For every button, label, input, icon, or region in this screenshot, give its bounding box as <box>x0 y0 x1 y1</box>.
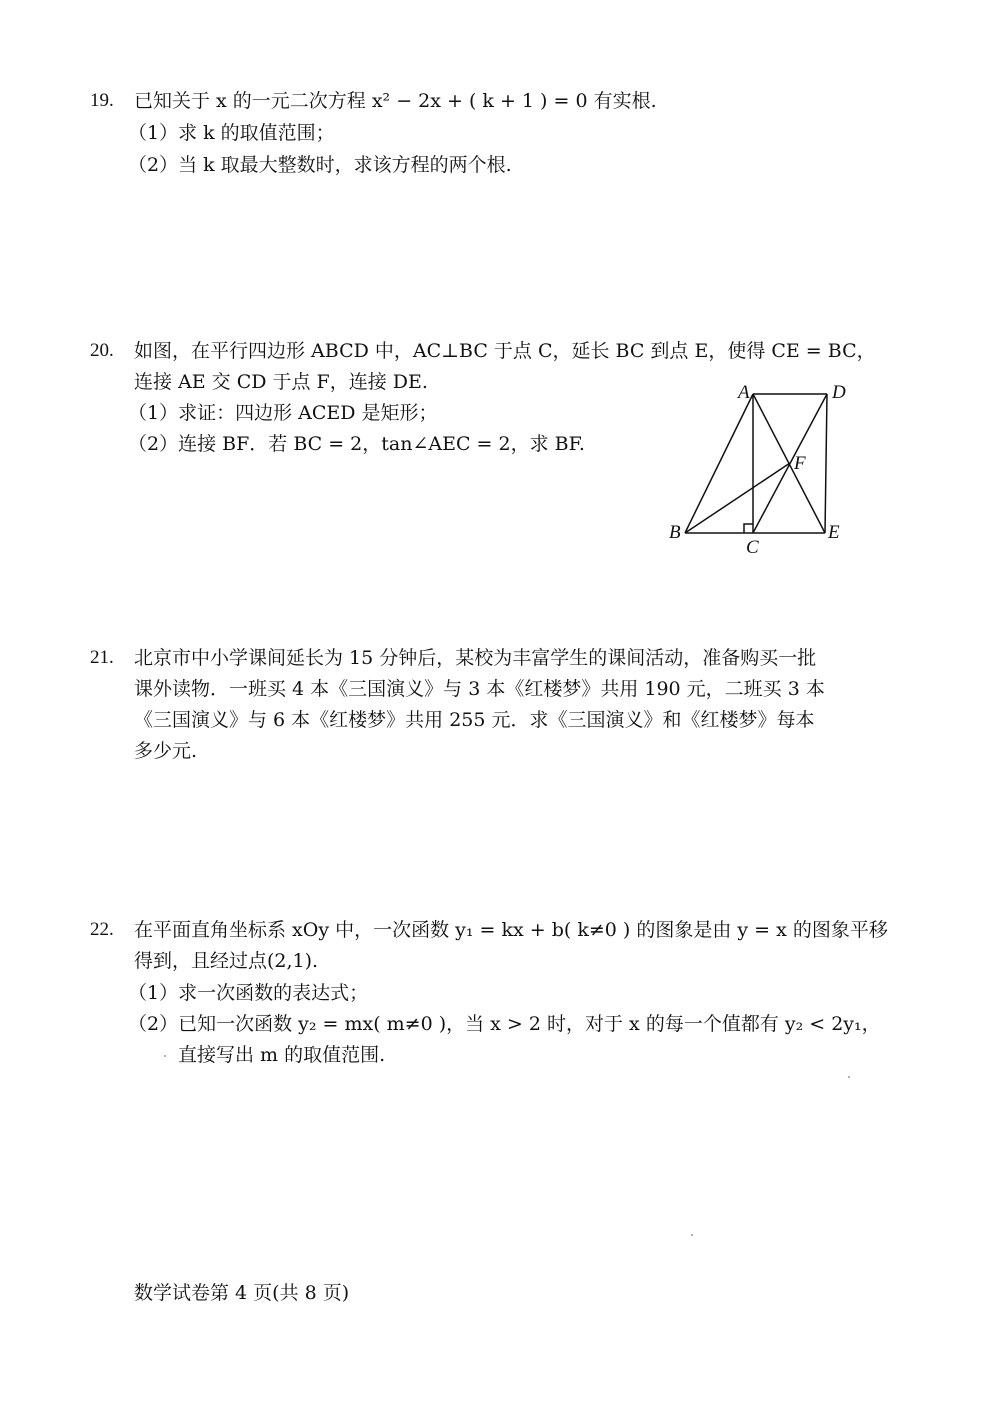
label-a: A <box>738 382 750 403</box>
question-19-number: 19. <box>90 90 114 111</box>
question-19-stem: 已知关于 x 的一元二次方程 x² − 2x + ( k + 1 ) = 0 有实根. <box>134 90 657 112</box>
segment-de <box>825 394 827 533</box>
segment-ab <box>685 394 753 533</box>
scan-speck <box>848 1076 850 1078</box>
question-22-stem-line-2: 得到，且经过点(2,1). <box>134 950 319 972</box>
right-angle-mark <box>744 524 753 533</box>
question-20-stem-line-1: 如图，在平行四边形 ABCD 中，AC⊥BC 于点 C，延长 BC 到点 E，使得 CE = BC， <box>134 340 876 362</box>
page-footer: 数学试卷第 4 页(共 8 页) <box>134 1282 350 1304</box>
label-c: C <box>746 537 759 558</box>
question-22-part-2-continued: 直接写出 m 的取值范围. <box>178 1044 386 1066</box>
question-21-line-3: 《三国演义》与 6 本《红楼梦》共用 255 元．求《三国演义》和《红楼梦》每本 <box>134 709 815 731</box>
label-d: D <box>832 382 846 403</box>
question-20-number: 20. <box>90 340 114 361</box>
label-e: E <box>828 522 840 543</box>
question-21-line-2: 课外读物．一班买 4 本《三国演义》与 3 本《红楼梦》共用 190 元，二班买 3 本 <box>134 678 825 700</box>
question-20-part-1: （1）求证：四边形 ACED 是矩形； <box>128 402 438 424</box>
scan-speck <box>164 1055 166 1057</box>
question-21-line-4: 多少元. <box>134 740 198 762</box>
question-22-number: 22. <box>90 919 114 940</box>
question-21-number: 21. <box>90 647 114 668</box>
question-21-line-1: 北京市中小学课间延长为 15 分钟后，某校为丰富学生的课间活动，准备购买一批 <box>134 647 817 669</box>
question-20-stem-line-2: 连接 AE 交 CD 于点 F，连接 DE. <box>134 371 428 393</box>
question-19-part-2: （2）当 k 取最大整数时，求该方程的两个根. <box>128 154 512 176</box>
label-f: F <box>794 453 806 474</box>
scan-speck <box>691 1234 693 1236</box>
question-22-stem-line-1: 在平面直角坐标系 xOy 中，一次函数 y₁ = kx + b( k≠0 ) 的图象是由 y = x 的图象平移 <box>134 919 888 941</box>
question-19-part-1: （1）求 k 的取值范围； <box>128 122 335 144</box>
question-20-part-2: （2）连接 BF．若 BC = 2，tan∠AEC = 2，求 BF. <box>128 433 585 455</box>
question-22-part-2: （2）已知一次函数 y₂ = mx( m≠0 )，当 x > 2 时，对于 x 的每一个值都有 y₂ < 2y₁， <box>128 1013 881 1035</box>
segment-bf <box>685 463 790 533</box>
label-b: B <box>669 522 681 543</box>
question-22-part-1: （1）求一次函数的表达式； <box>128 982 369 1004</box>
parallelogram-figure <box>655 372 855 562</box>
